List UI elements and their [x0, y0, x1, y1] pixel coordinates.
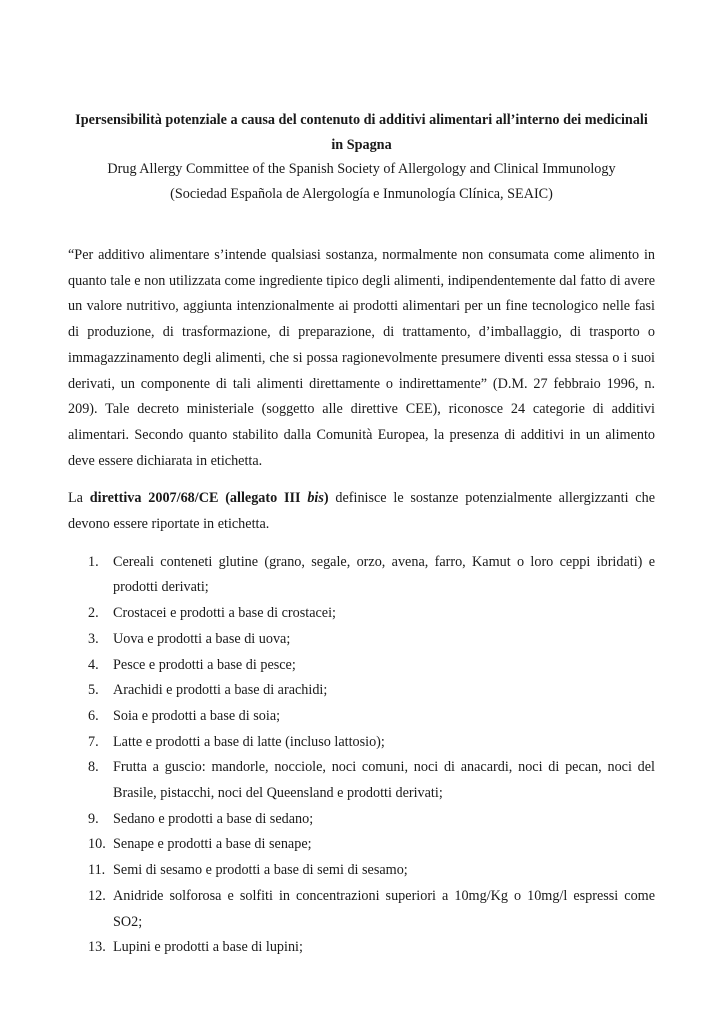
list-item — [68, 858, 655, 884]
intro-paragraph: “Per additivo alimentare s’intende qualsiasi sostanza, normalmente non consumata come alimento in quanto tale e non utilizzata come ingrediente tipico degli alimenti, indipendentemente dal fatto di avere un valore nutritivo, aggiunta intenzionalmente ai prodotti alimentari per un fine tecnologico nelle fasi di produzione, di trasformazione, di preparazione, di trattamento, d’imballaggio, di trasporto o immagazzinamento degli alimenti, che si possa ragionevolmente presumere diventi essa stessa o i suoi derivati, un componente di tali alimenti direttamente o indirettamente” (D.M. 27 febbraio 1996, n. 209). Tale decreto ministeriale (soggetto alle direttive CEE), riconosce 24 categorie di additivi alimentari. Secondo quanto stabilito dalla Comunità Europea, la presenza di additivi in un alimento deve essere dichiarata in etichetta. — [68, 247, 655, 469]
list-item-number: 1. — [88, 553, 99, 570]
list-item-text: Cereali conteneti glutine (grano, segale, orzo, avena, farro, Kamut o loro ceppi ibridati) e prodotti derivati; — [113, 553, 655, 596]
committee-name: Drug Allergy Committee of the Spanish Society of Allergology and Clinical Immunology — [107, 161, 616, 177]
directive-rest: definisce le sostanze potenzialmente allergizzanti che devono essere riportate in etichetta. — [68, 490, 655, 533]
list-item — [68, 601, 655, 627]
list-item-number: 10. — [88, 836, 106, 853]
list-item-number: 4. — [88, 656, 99, 673]
list-item — [68, 653, 655, 679]
list-item-text: Arachidi e prodotti a base di arachidi; — [113, 682, 328, 699]
directive-name: direttiva 2007/68/CE (allegato III — [89, 490, 308, 507]
list-item-text: Uova e prodotti a base di uova; — [113, 630, 291, 647]
list-item-number: 9. — [88, 810, 99, 827]
list-item — [68, 807, 655, 833]
list-item-text: Senape e prodotti a base di senape; — [113, 836, 312, 853]
list-item-number: 2. — [88, 605, 99, 622]
list-item — [68, 832, 655, 858]
directive-paragraph — [68, 486, 655, 537]
list-item-text: Crostacei e prodotti a base di crostacei; — [113, 605, 336, 622]
list-item — [68, 884, 655, 935]
list-item — [68, 550, 655, 601]
list-item — [68, 627, 655, 653]
list-item-text: Soia e prodotti a base di soia; — [113, 707, 281, 724]
directive-close: ) — [323, 490, 329, 507]
list-item-number: 7. — [88, 733, 99, 750]
list-item-number: 8. — [88, 759, 99, 776]
list-item-text: Pesce e prodotti a base di pesce; — [113, 656, 296, 673]
list-item — [68, 704, 655, 730]
list-item — [68, 935, 655, 961]
list-item-number: 5. — [88, 682, 99, 699]
directive-bis: bis — [307, 490, 324, 507]
list-item-text: Frutta a guscio: mandorle, nocciole, noci comuni, noci di anacardi, noci di pecan, noci del Brasile, pistacchi, noci del Queensland e prodotti derivati; — [113, 759, 655, 802]
list-item-text: Semi di sesamo e prodotti a base di semi di sesamo; — [113, 862, 408, 879]
list-item — [68, 730, 655, 756]
list-item-text: Sedano e prodotti a base di sedano; — [113, 810, 314, 827]
list-item-text: Latte e prodotti a base di latte (incluso lattosio); — [113, 733, 385, 750]
title-block — [68, 108, 655, 206]
document-page — [68, 108, 655, 961]
allergen-list — [68, 550, 655, 961]
list-item-number: 3. — [88, 630, 99, 647]
list-item — [68, 755, 655, 806]
list-item-text: Anidride solforosa e solfiti in concentrazioni superiori a 10mg/Kg o 10mg/l espressi come SO2; — [113, 887, 655, 930]
list-item — [68, 678, 655, 704]
document-title: Ipersensibilità potenziale a causa del contenuto di additivi alimentari all’interno dei medicinali in Spagna — [75, 112, 648, 153]
list-item-text: Lupini e prodotti a base di lupini; — [113, 939, 303, 956]
list-item-number: 12. — [88, 887, 106, 904]
society-name: (Sociedad Española de Alergología e Inmunología Clínica, SEAIC) — [170, 185, 553, 202]
list-item-number: 6. — [88, 707, 99, 724]
list-item-number: 13. — [88, 939, 106, 956]
list-item-number: 11. — [88, 862, 106, 879]
directive-prefix: La — [68, 490, 90, 507]
